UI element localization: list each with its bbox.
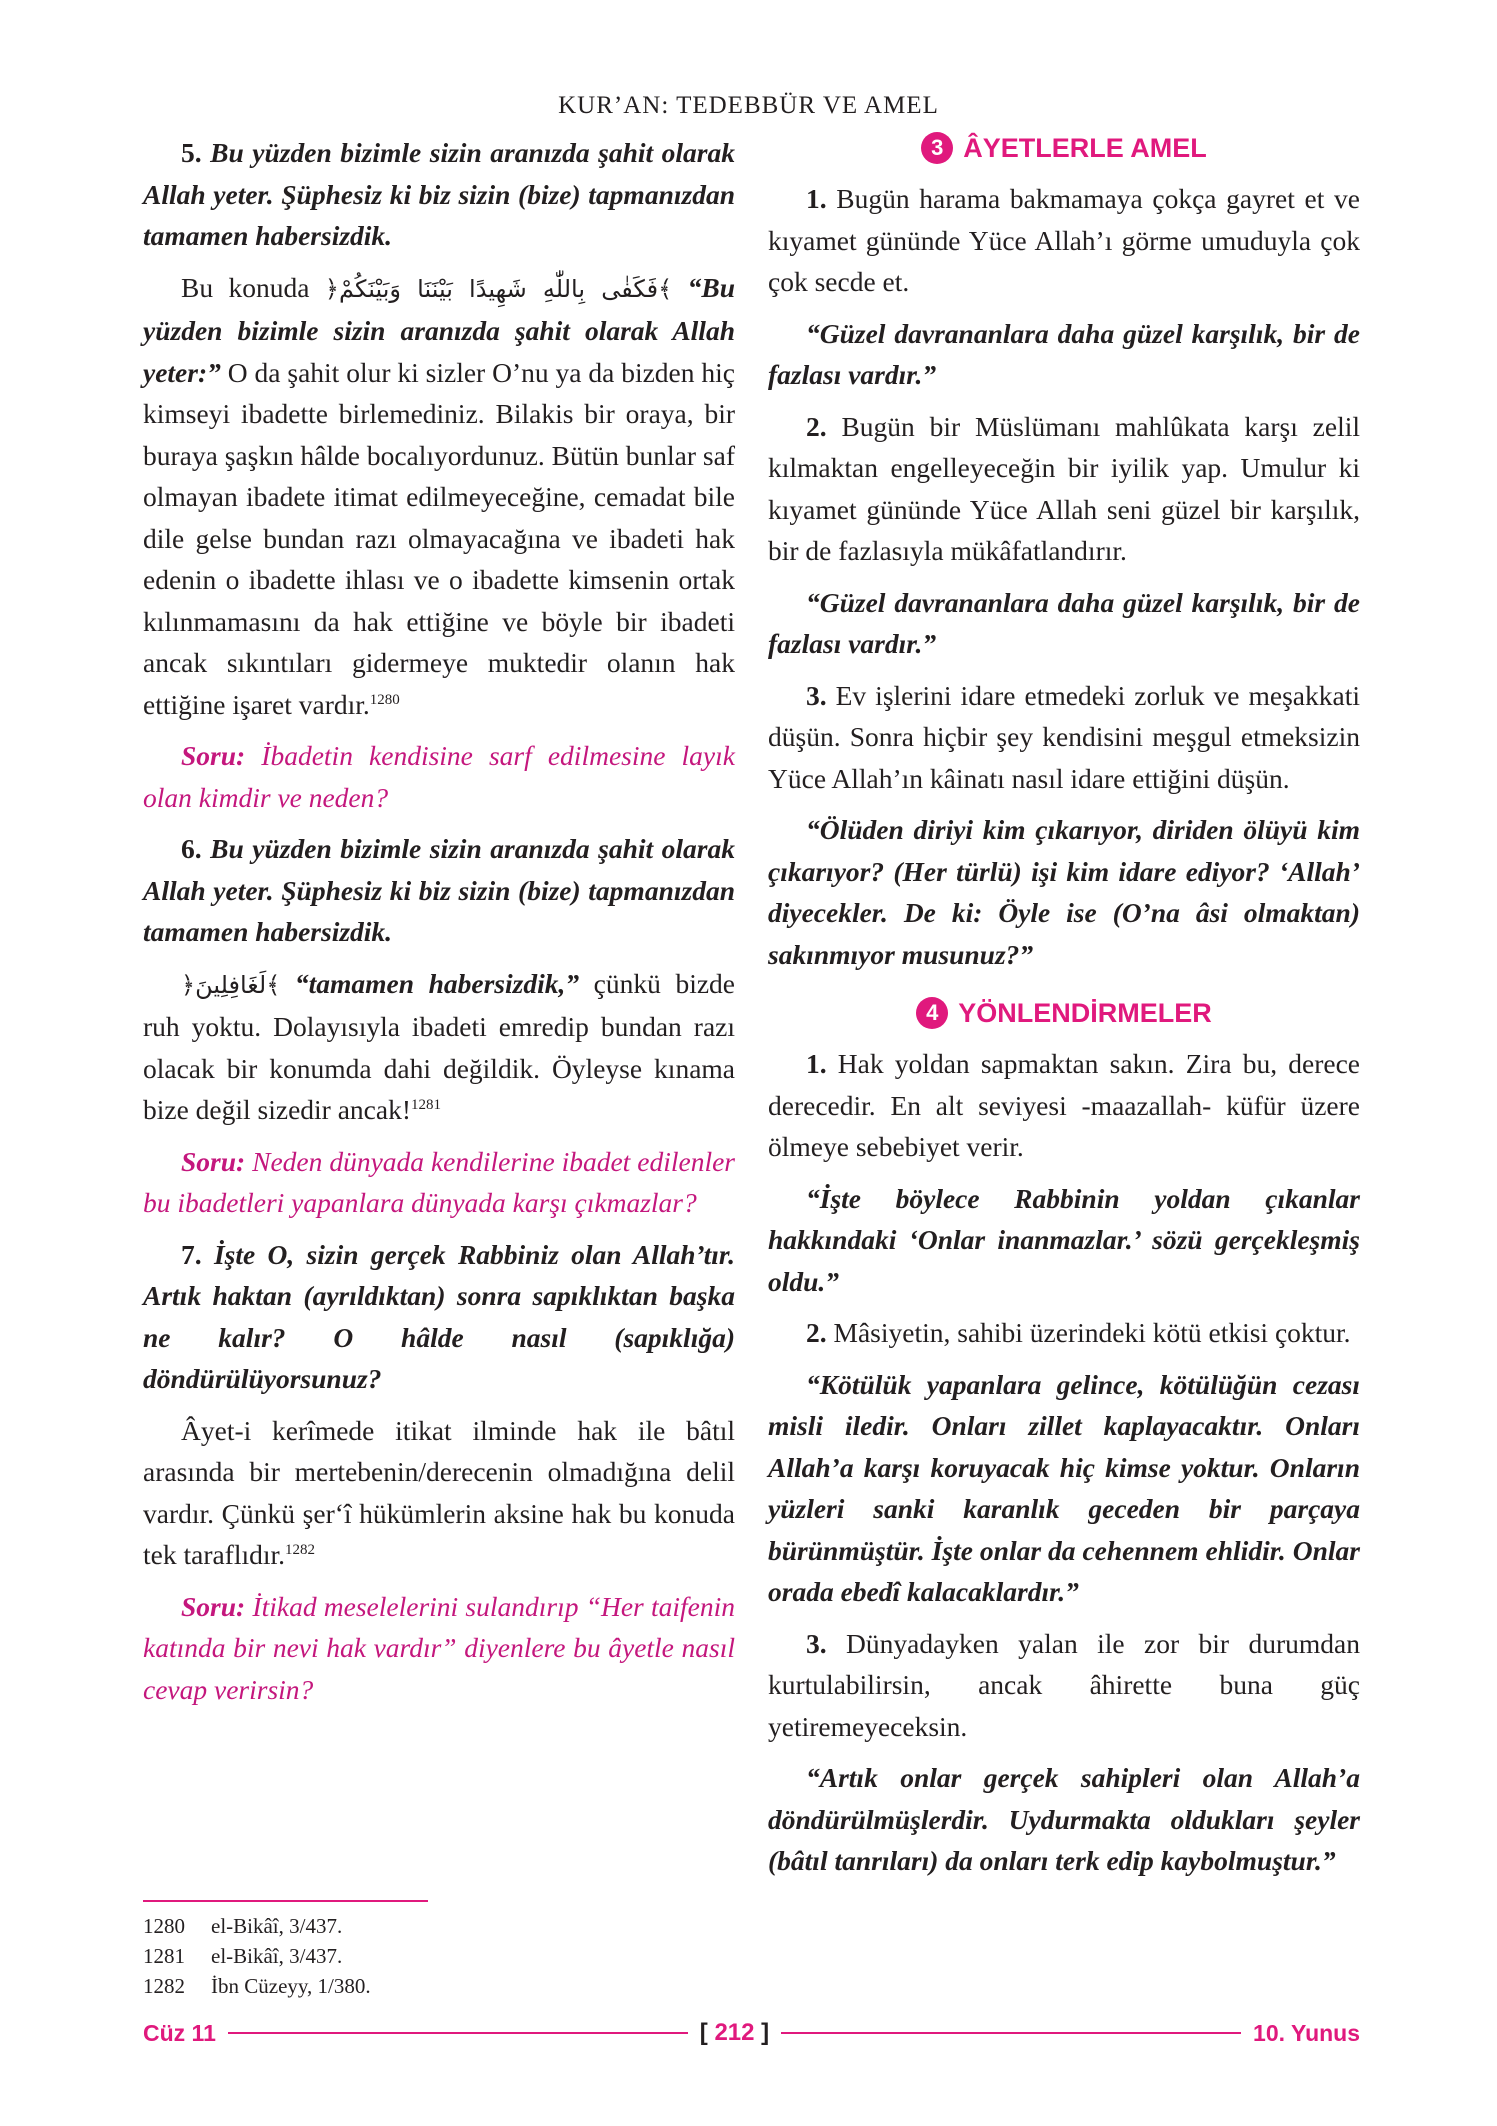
section-heading-yonlendirmeler bbox=[768, 997, 1360, 1029]
section-number-badge: 4 bbox=[916, 997, 948, 1029]
bold-quote: “Bu yüzden bizimle sizin aranızda şahit olarak Allah yeter:” bbox=[143, 271, 735, 388]
footer-surah-label: 10. Yunus bbox=[1253, 2019, 1361, 2046]
footnote bbox=[143, 1911, 643, 1941]
arabic-quote: ﴿فَكَفٰى بِاللّٰهِ شَهِيدًا بَيْنَنَا وَبَيْنَكُمْ﴾ bbox=[324, 274, 673, 303]
question-text: Neden dünyada kendilerine ibadet edilenler bu ibadetleri yapanlara dünyada karşı çıkmazlar? bbox=[143, 1145, 735, 1218]
question-1 bbox=[143, 735, 735, 818]
footnote-text: İbn Cüzeyy, 1/380. bbox=[211, 1974, 371, 1998]
left-column bbox=[143, 132, 735, 1720]
item-number: 1. bbox=[806, 1048, 827, 1079]
lead-text: Bu konuda bbox=[181, 271, 310, 303]
item-text: Hak yoldan sapmaktan sakın. Zira bu, derece derecedir. En alt seviyesi -maazallah- küfür üzere ölmeye sebebiyet verir. bbox=[768, 1048, 1360, 1162]
commentary-2 bbox=[143, 963, 735, 1131]
section-title: YÖNLENDİRMELER bbox=[958, 997, 1212, 1028]
item-text: Bugün harama bakmamaya çokça gayret et ve kıyamet gününde Yüce Allah’ı görme umuduyla çok çok secde et. bbox=[768, 183, 1360, 297]
footnote-divider bbox=[143, 1900, 428, 1902]
item-text: Mâsiyetin, sahibi üzerindeki kötü etkisi çoktur. bbox=[826, 1317, 1351, 1348]
body-text: O da şahit olur ki sizler O’nu ya da bizden hiç kimseyi ibadette birlemediniz. Bilakis bir oraya, bir buraya şaşkın hâlde bocalıyordunuz. Bütün bunlar saf olmayan ibadete itimat edilmeyeceğine, cemadat bile dile gelse bundan razı olmayacağına ve ibadeti hak edenin o ibadette ihlası ve o ibadette kimsenin ortak kılınmamasını da hak ettiğine ve böyle bir ibadeti ancak sıkıntıları gidermeye muktedir olanın hak ettiğine işaret vardır. bbox=[143, 356, 735, 720]
question-2 bbox=[143, 1141, 735, 1224]
verse-7 bbox=[143, 1234, 735, 1400]
item-text: Bugün bir Müslümanı mahlûkata karşı zelil kılmaktan engelleyeceğin bir iyilik yap. Umulur ki kıyamet gününde Yüce Allah seni güzel bir karşılık, bir de fazlasıyla mükâfatlandırır. bbox=[768, 410, 1360, 566]
verse-6 bbox=[143, 828, 735, 953]
item-number: 2. bbox=[806, 410, 827, 442]
guidance-item-1 bbox=[768, 1043, 1360, 1168]
footnote-text: el-Bikâî, 3/437. bbox=[211, 1944, 343, 1968]
footer-juz-label: Cüz 11 bbox=[143, 2019, 216, 2046]
section-heading-ayetlerle-amel bbox=[768, 132, 1360, 164]
section-title: ÂYETLERLE AMEL bbox=[963, 132, 1207, 163]
page-number-value: 212 bbox=[714, 2019, 755, 2046]
verse-text: Bu yüzden bizimle sizin aranızda şahit olarak Allah yeter. Şüphesiz ki biz sizin (bize) tapmanızdan tamamen habersizdik. bbox=[143, 137, 736, 251]
verse-text: Bu yüzden bizimle sizin aranızda şahit olarak Allah yeter. Şüphesiz ki biz sizin (bize) tapmanızdan tamamen habersizdik. bbox=[143, 833, 736, 947]
verse-number: 5. bbox=[181, 137, 202, 168]
verse-5 bbox=[143, 132, 735, 257]
item-number: 2. bbox=[806, 1317, 827, 1348]
footnote-number: 1282 bbox=[143, 1974, 185, 1998]
guidance-item-3 bbox=[768, 1623, 1360, 1748]
page-footer bbox=[143, 2016, 1360, 2050]
footnote-text: el-Bikâî, 3/437. bbox=[211, 1914, 343, 1938]
right-column bbox=[768, 132, 1360, 1892]
page-bracket-open: [ bbox=[699, 2019, 715, 2046]
commentary-3 bbox=[143, 1410, 735, 1576]
question-label: Soru: bbox=[181, 740, 246, 771]
question-label: Soru: bbox=[181, 1590, 246, 1622]
amel-quote-1: “Güzel davrananlara daha güzel karşılık, bir de fazlası vardır.” bbox=[768, 317, 1360, 390]
footnote-ref: 1281 bbox=[411, 1097, 441, 1113]
footer-rule-right bbox=[781, 2032, 1241, 2034]
verse-number: 6. bbox=[181, 833, 202, 864]
amel-quote-3: “Ölüden diriyi kim çıkarıyor, diriden ölüyü kim çıkarıyor? (Her türlü) işi kim idare ediyor? ‘Allah’ diyecekler. De ki: Öyle ise (O’na âsi olmaktan) sakınmıyor musunuz?” bbox=[768, 814, 1360, 970]
page-bracket-close: ] bbox=[754, 2019, 770, 2046]
question-text: İbadetin kendisine sarf edilmesine layık olan kimdir ve neden? bbox=[143, 740, 735, 813]
guidance-item-2 bbox=[768, 1312, 1360, 1354]
amel-item-1 bbox=[768, 178, 1360, 303]
guidance-quote-1: “İşte böylece Rabbinin yoldan çıkanlar hakkındaki ‘Onlar inanmazlar.’ sözü gerçekleşmiş oldu.” bbox=[768, 1182, 1360, 1297]
item-text: Dünyadayken yalan ile zor bir durumdan kurtulabilirsin, ancak âhirette buna güç yetiremeyeceksin. bbox=[768, 1627, 1360, 1742]
section-number-badge: 3 bbox=[921, 132, 953, 164]
bold-quote: “tamamen habersizdik,” bbox=[294, 967, 580, 999]
footer-rule-left bbox=[228, 2032, 688, 2034]
item-number: 3. bbox=[806, 1627, 827, 1659]
arabic-quote: ﴿لَغَافِلِينَ﴾ bbox=[181, 970, 281, 999]
guidance-quote-2: “Kötülük yapanlara gelince, kötülüğün cezası misli iledir. Onları zillet kaplayacaktır. Onları Allah’a karşı koruyacak hiç kimse yoktur. Onların yüzleri sanki karanlık geceden bir parçaya bürünmüştür. İşte onlar da cehennem ehlidir. Onlar orada ebedî kalacaklardır.” bbox=[768, 1368, 1360, 1607]
footnote bbox=[143, 1971, 643, 2001]
item-number: 1. bbox=[806, 183, 827, 214]
body-text: Âyet-i kerîmede itikat ilminde hak ile bâtıl arasında bir mertebenin/derecenin olmadığına delil vardır. Çünkü şer‘î hükümlerin aksine hak bu konuda tek taraflıdır. bbox=[143, 1414, 735, 1570]
amel-quote-2: “Güzel davrananlara daha güzel karşılık, bir de fazlası vardır.” bbox=[768, 586, 1360, 659]
footnote-number: 1281 bbox=[143, 1944, 185, 1968]
footnote-ref: 1280 bbox=[369, 691, 400, 708]
footnote-number: 1280 bbox=[143, 1914, 185, 1938]
body-text: çünkü bizde ruh yoktu. Dolayısıyla ibadeti emredip bundan razı olacak bir konumda dahi değildik. Öyleyse kınama bize değil sizedir ancak! bbox=[143, 967, 736, 1125]
question-label: Soru: bbox=[181, 1145, 246, 1177]
guidance-quote-3: “Artık onlar gerçek sahipleri olan Allah’a döndürülmüşlerdir. Uydurmakta oldukları şeyler (bâtıl tanrıları) da onları terk edip kaybolmuştur.” bbox=[768, 1762, 1360, 1876]
page-number bbox=[700, 2019, 769, 2047]
running-head: KUR’AN: TEDEBBÜR VE AMEL bbox=[558, 92, 939, 119]
item-text: Ev işlerini idare etmedeki zorluk ve meşakkati düşün. Sonra hiçbir şey kendisini meşgul etmeksizin Yüce Allah’ın kâinatı nasıl idare ettiğini düşün. bbox=[768, 679, 1360, 794]
question-3 bbox=[143, 1586, 735, 1711]
footnotes bbox=[143, 1911, 643, 2001]
verse-number: 7. bbox=[181, 1238, 202, 1270]
footnote bbox=[143, 1941, 643, 1971]
item-number: 3. bbox=[806, 679, 827, 711]
question-text: İtikad meselelerini sulandırıp “Her taifenin katında bir nevi hak vardır” diyenlere bu âyetle nasıl cevap verirsin? bbox=[143, 1590, 735, 1705]
verse-text: İşte O, sizin gerçek Rabbiniz olan Allah’tır. Artık haktan (ayrıldıktan) sonra sapıklıktan başka ne kalır? O hâlde nasıl (sapıklığa) döndürülüyorsunuz? bbox=[143, 1238, 735, 1394]
amel-item-3 bbox=[768, 675, 1360, 800]
commentary-1 bbox=[143, 267, 735, 726]
amel-item-2 bbox=[768, 406, 1360, 572]
footnote-ref: 1282 bbox=[285, 1542, 316, 1558]
